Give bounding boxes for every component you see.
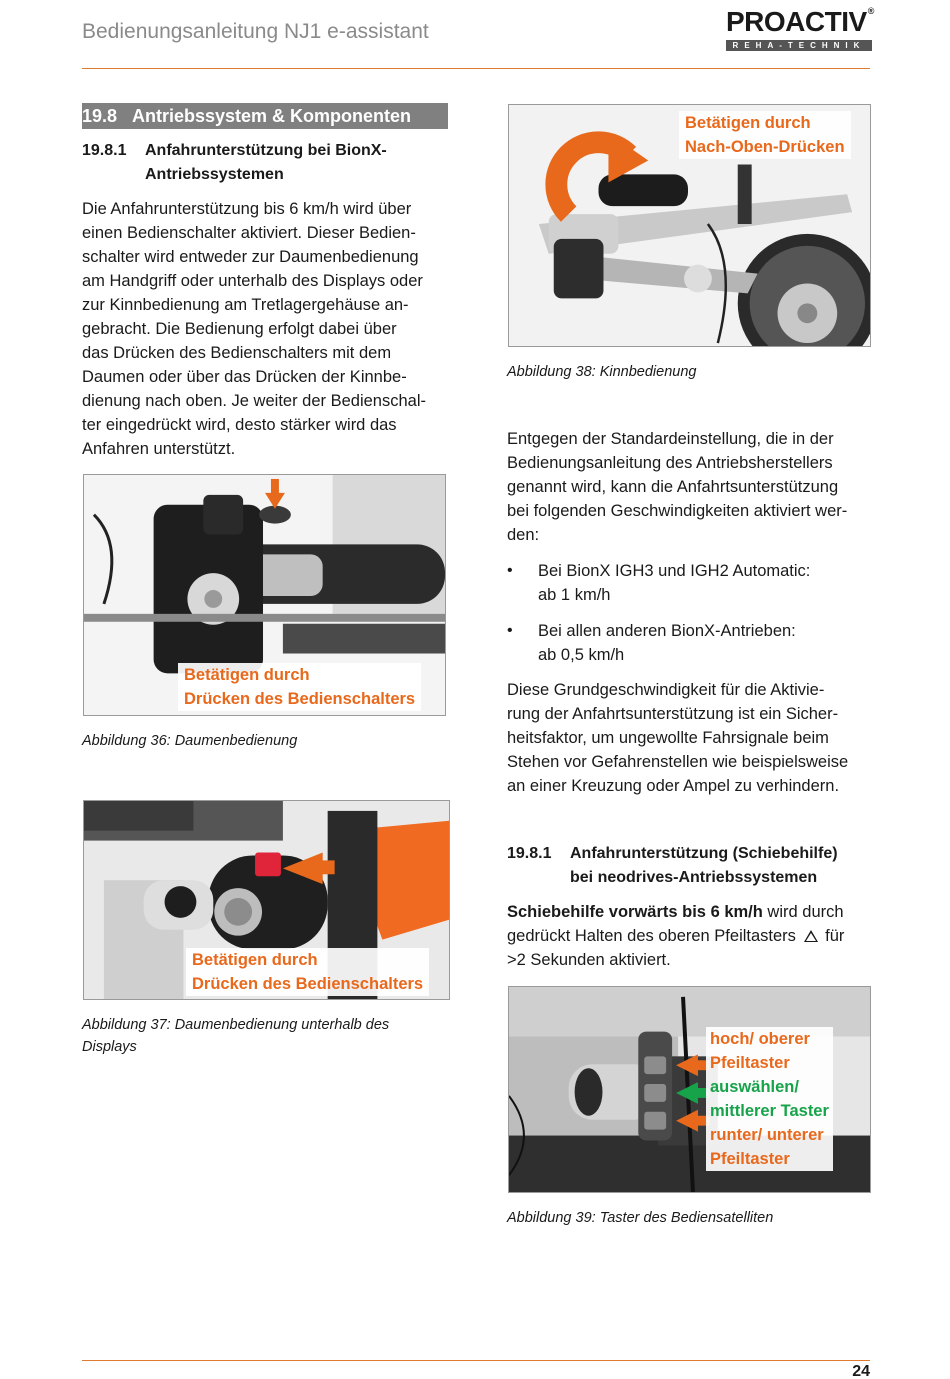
subsection-heading-neodrives (507, 842, 877, 890)
list-item-line: • Bei allen anderen BionX-Antrieben: (538, 622, 796, 640)
subsection-title-line: Anfahrunterstützung (Schiebehilfe) (570, 845, 838, 862)
text-line: das Drücken des Bedienschalters mit dem (82, 344, 392, 362)
text-line: genannt wird, kann die Anfahrtsunterstützung (507, 478, 839, 496)
figure-39-labels (706, 1027, 833, 1171)
caption-line: Displays (82, 1039, 137, 1055)
section-title: Antriebssystem & Komponenten (132, 106, 412, 126)
figure-37-caption (82, 1014, 452, 1058)
safety-paragraph (507, 678, 872, 798)
label-line: Drücken des Bedienschalters (192, 975, 424, 993)
text-line (507, 924, 872, 948)
text-line: Die Anfahrunterstützung bis 6 km/h wird über (82, 200, 412, 218)
label-line: Betätigen durch (685, 114, 811, 132)
figure-37-label (186, 948, 429, 996)
up-triangle-icon (804, 930, 818, 942)
label-line: Drücken des Bedienschalters (184, 690, 416, 708)
subsection-number: 19.8.1 (507, 845, 552, 862)
text-line: schalter wird entweder zur Daumenbedienung (82, 248, 419, 266)
subsection-number: 19.8.1 (82, 142, 127, 159)
figure-36-caption: Abbildung 36: Daumenbedienung (82, 733, 298, 749)
speed-bullet-list (507, 559, 867, 679)
figure-38-label (679, 111, 851, 159)
figure-39-photo (508, 986, 871, 1193)
label-down-line: runter/ unterer (710, 1126, 824, 1144)
label-up-line: hoch/ oberer (710, 1030, 810, 1048)
push-assist-paragraph (507, 900, 872, 972)
text-line: ter eingedrückt wird, desto stärker wird das (82, 416, 397, 434)
text-line: rung der Anfahrtsunterstützung ist ein Sicher- (507, 705, 839, 723)
text-fragment: gedrückt Halten des oberen Pfeiltasters (507, 927, 796, 945)
text-line: am Handgriff oder unterhalb des Displays oder (82, 272, 423, 290)
subsection-heading-bionx (82, 139, 452, 187)
text-line: Stehen vor Gefahrenstellen wie beispielsweise (507, 753, 849, 771)
text-line: heitsfaktor, um ungewollte Fahrsignale beim (507, 729, 829, 747)
subsection-title-line: bei neodrives-Antriebssystemen (570, 869, 818, 886)
label-line: Betätigen durch (184, 666, 310, 684)
text-line: einen Bedienschalter aktiviert. Dieser Bedien- (82, 224, 416, 242)
text-fragment: wird durch (762, 903, 844, 921)
text-line: >2 Sekunden aktiviert. (507, 951, 671, 969)
subsection-title-line: Antriebssystemen (145, 166, 284, 183)
footer-rule (82, 1360, 870, 1361)
label-select-line: auswählen/ (710, 1078, 799, 1096)
proactiv-logo (722, 6, 880, 50)
push-assist-bold: Schiebehilfe vorwärts bis 6 km/h (507, 903, 763, 921)
figure-36-photo (83, 474, 446, 716)
registered-icon: ® (867, 6, 874, 16)
header-title: Bedienungsanleitung NJ1 e-assistant (82, 20, 429, 43)
caption-line: Abbildung 37: Daumenbedienung unterhalb des (82, 1017, 390, 1033)
label-line: Nach-Oben-Drücken (685, 138, 845, 156)
list-item-line: ab 1 km/h (538, 586, 611, 604)
text-line: Daumen oder über das Drücken der Kinnbe- (82, 368, 407, 386)
text-line: Entgegen der Standardeinstellung, die in der (507, 430, 834, 448)
list-item-line: • Bei BionX IGH3 und IGH2 Automatic: (538, 562, 811, 580)
logo-tagline: REHA-TECHNIK (726, 40, 872, 51)
figure-39-caption: Abbildung 39: Taster des Bediensatelliten (507, 1210, 774, 1226)
list-item-line: ab 0,5 km/h (538, 646, 625, 664)
header-rule (82, 68, 870, 69)
text-line: Anfahren unterstützt. (82, 440, 236, 458)
list-item (507, 559, 867, 607)
text-line: gebracht. Die Bedienung erfolgt dabei über (82, 320, 397, 338)
page-number: 24 (852, 1363, 870, 1379)
label-select-line: mittlerer Taster (710, 1102, 829, 1120)
speed-paragraph (507, 427, 872, 547)
label-down-line: Pfeiltaster (710, 1150, 790, 1168)
section-number: 19.8 (82, 106, 118, 126)
text-fragment: für (825, 927, 845, 945)
text-line: den: (507, 526, 540, 544)
figure-38-caption: Abbildung 38: Kinnbedienung (507, 364, 697, 380)
label-up-line: Pfeiltaster (710, 1054, 790, 1072)
intro-paragraph (82, 197, 452, 461)
subsection-title-line: Anfahrunterstützung bei BionX- (145, 142, 387, 159)
text-line: zur Kinnbedienung am Tretlagergehäuse an- (82, 296, 409, 314)
text-line: bei folgenden Geschwindigkeiten aktiviert wer- (507, 502, 848, 520)
text-line: Diese Grundgeschwindigkeit für die Aktivie- (507, 681, 825, 699)
section-heading (82, 103, 448, 129)
label-line: Betätigen durch (192, 951, 318, 969)
text-line (507, 900, 872, 924)
text-line: dienung nach oben. Je weiter der Bedienschal- (82, 392, 426, 410)
list-item (507, 619, 867, 667)
text-line: Bedienungsanleitung des Antriebsherstellers (507, 454, 833, 472)
figure-36-label (178, 663, 421, 711)
text-line: an einer Kreuzung oder Ampel zu verhindern. (507, 777, 840, 795)
logo-word: PROACTIV (726, 6, 867, 37)
figure-37-photo (83, 800, 450, 1000)
figure-38-photo (508, 104, 871, 347)
